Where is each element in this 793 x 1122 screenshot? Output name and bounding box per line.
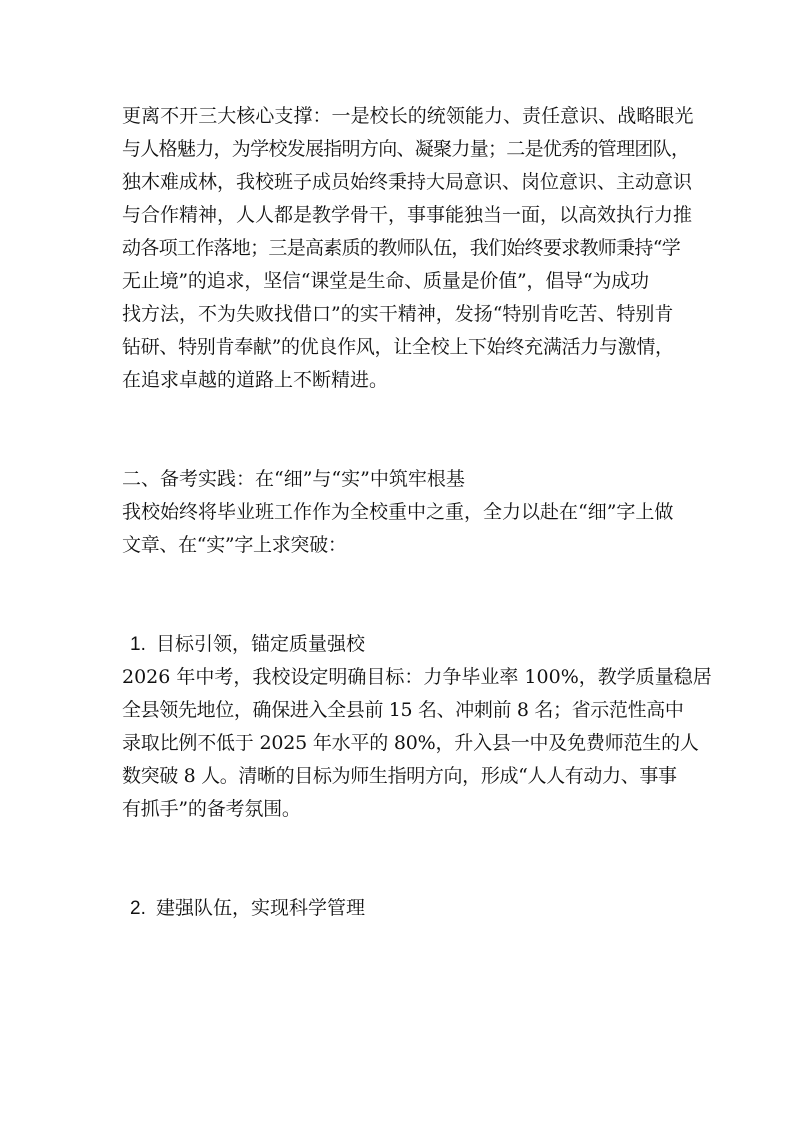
blank-spacer <box>122 397 722 463</box>
list-number: 1. <box>130 634 146 655</box>
paragraph-line: 录取比例不低于 2025 年水平的 80%，升入县一中及免费师范生的人 <box>122 732 699 754</box>
paragraph-line: 在追求卓越的道路上不断精进。 <box>122 369 389 391</box>
paragraph-line: 与合作精神，人人都是教学骨干，事事能独当一面，以高效执行力推 <box>122 204 693 226</box>
section-heading: 二、备考实践：在“细”与“实”中筑牢根基 <box>122 468 465 490</box>
paragraph-line: 数突破 8 人。清晰的目标为师生指明方向，形成“人人有动力、事事 <box>122 765 677 787</box>
paragraph-line: 2026 年中考，我校设定明确目标：力争毕业率 100%，教学质量稳居 <box>122 666 712 688</box>
paragraph-line: 动各项工作落地；三是高素质的教师队伍，我们始终要求教师秉持“学 <box>122 237 681 259</box>
paragraph-line: 与人格魅力，为学校发展指明方向、凝聚力量；二是优秀的管理团队， <box>122 138 690 160</box>
list-item-heading <box>122 892 722 925</box>
list-number: 2. <box>130 898 146 919</box>
paragraph-line: 钻研、特别肯奉献”的优良作风，让全校上下始终充满活力与激情， <box>122 336 674 358</box>
paragraph-line: 有抓手”的备考氛围。 <box>122 798 301 820</box>
paragraph-line: 找方法，不为失败找借口”的实干精神，发扬“特别肯吃苦、特别肯 <box>122 303 674 325</box>
paragraph-line: 文章、在“实”字上求突破： <box>122 534 347 556</box>
paragraph-line: 更离不开三大核心支撑：一是校长的统领能力、责任意识、战略眼光 <box>122 105 694 127</box>
paragraph-line: 全县领先地位，确保进入全县前 15 名、冲刺前 8 名；省示范性高中 <box>122 699 684 721</box>
blank-spacer <box>122 562 722 628</box>
paragraph-line: 我校始终将毕业班工作作为全校重中之重，全力以赴在“细”字上做 <box>122 501 674 523</box>
list-item-heading <box>122 628 722 661</box>
paragraph-line: 独木难成林，我校班子成员始终秉持大局意识、岗位意识、主动意识 <box>122 171 693 193</box>
paragraph-line: 无止境”的追求，坚信“课堂是生命、质量是价值”，倡导“为成功 <box>122 270 649 292</box>
document-body <box>122 100 722 925</box>
blank-spacer <box>122 826 722 892</box>
list-item-title: 目标引领，锚定质量强校 <box>156 633 366 655</box>
list-item-title: 建强队伍，实现科学管理 <box>156 897 366 919</box>
